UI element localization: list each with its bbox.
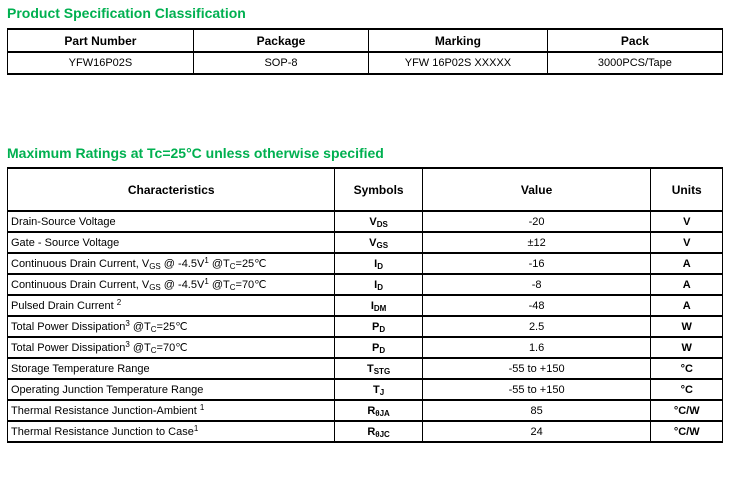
- value-cell: ±12: [422, 232, 651, 253]
- characteristic-cell: Continuous Drain Current, $V_{GS}$ @ $-4.5V^1$ $@T_C=25℃$: [8, 253, 335, 274]
- max-ratings-table: [7, 167, 723, 443]
- units-cell: °C: [651, 358, 723, 379]
- col-header-symbols: Symbols: [335, 168, 422, 211]
- classification-header-row: [8, 29, 723, 52]
- units-cell: V: [651, 232, 723, 253]
- rating-row: [8, 316, 723, 337]
- characteristic-cell: Total Power Dissipation$^3$ $@T_C=25℃$: [8, 316, 335, 337]
- col-header-characteristics: Characteristics: [8, 168, 335, 211]
- col-header-package: Package: [193, 29, 368, 52]
- value-cell: 1.6: [422, 337, 651, 358]
- symbol-cell: $P_D$: [335, 337, 422, 358]
- col-header-part-number: Part Number: [8, 29, 194, 52]
- rating-row: [8, 295, 723, 316]
- value-cell: -20: [422, 211, 651, 232]
- characteristic-cell: Drain-Source Voltage: [8, 211, 335, 232]
- marking-cell: YFW 16P02S XXXXX: [369, 52, 548, 74]
- characteristic-cell: Total Power Dissipation$^3$ $@T_C=70℃$: [8, 337, 335, 358]
- symbol-cell: $I_D$: [335, 253, 422, 274]
- units-cell: A: [651, 295, 723, 316]
- max-ratings-header-row: [8, 168, 723, 211]
- col-header-pack: Pack: [547, 29, 722, 52]
- rating-row: [8, 274, 723, 295]
- classification-table: [7, 28, 723, 75]
- units-cell: W: [651, 316, 723, 337]
- col-header-units: Units: [651, 168, 723, 211]
- value-cell: -48: [422, 295, 651, 316]
- classification-data-row: [8, 52, 723, 74]
- classification-section-title: Product Specification Classification: [7, 5, 246, 21]
- symbol-cell: $R_{\theta JC}$: [335, 421, 422, 442]
- package-cell: SOP-8: [193, 52, 368, 74]
- part-number-cell: YFW16P02S: [8, 52, 194, 74]
- characteristic-cell: Operating Junction Temperature Range: [8, 379, 335, 400]
- characteristic-cell: Gate - Source Voltage: [8, 232, 335, 253]
- units-cell: V: [651, 211, 723, 232]
- rating-row: [8, 337, 723, 358]
- max-ratings-section-title: Maximum Ratings at Tc=25°C unless otherwise specified: [7, 145, 384, 161]
- rating-row: [8, 421, 723, 442]
- rating-row: [8, 232, 723, 253]
- col-header-marking: Marking: [369, 29, 548, 52]
- units-cell: °C/W: [651, 400, 723, 421]
- symbol-cell: $I_D$: [335, 274, 422, 295]
- rating-row: [8, 379, 723, 400]
- symbol-cell: $V_{GS}$: [335, 232, 422, 253]
- units-cell: W: [651, 337, 723, 358]
- characteristic-cell: Thermal Resistance Junction to Case$^1$: [8, 421, 335, 442]
- symbol-cell: $V_{DS}$: [335, 211, 422, 232]
- value-cell: 24: [422, 421, 651, 442]
- symbol-cell: $I_{DM}$: [335, 295, 422, 316]
- characteristic-cell: Continuous Drain Current, $V_{GS}$ @ $-4.5V^1$ $@T_C=70℃$: [8, 274, 335, 295]
- characteristic-cell: Thermal Resistance Junction-Ambient $^1$: [8, 400, 335, 421]
- col-header-value: Value: [422, 168, 651, 211]
- value-cell: -55 to +150: [422, 358, 651, 379]
- symbol-cell: $T_{STG}$: [335, 358, 422, 379]
- rating-row: [8, 400, 723, 421]
- units-cell: °C/W: [651, 421, 723, 442]
- pack-cell: 3000PCS/Tape: [547, 52, 722, 74]
- rating-row: [8, 358, 723, 379]
- max-ratings-body: [8, 211, 723, 442]
- symbol-cell: $T_J$: [335, 379, 422, 400]
- units-cell: A: [651, 274, 723, 295]
- units-cell: °C: [651, 379, 723, 400]
- characteristic-cell: Storage Temperature Range: [8, 358, 335, 379]
- rating-row: [8, 211, 723, 232]
- symbol-cell: $P_D$: [335, 316, 422, 337]
- units-cell: A: [651, 253, 723, 274]
- value-cell: -16: [422, 253, 651, 274]
- value-cell: -8: [422, 274, 651, 295]
- rating-row: [8, 253, 723, 274]
- characteristic-cell: Pulsed Drain Current $^2$: [8, 295, 335, 316]
- value-cell: 85: [422, 400, 651, 421]
- symbol-cell: $R_{\theta JA}$: [335, 400, 422, 421]
- value-cell: 2.5: [422, 316, 651, 337]
- value-cell: -55 to +150: [422, 379, 651, 400]
